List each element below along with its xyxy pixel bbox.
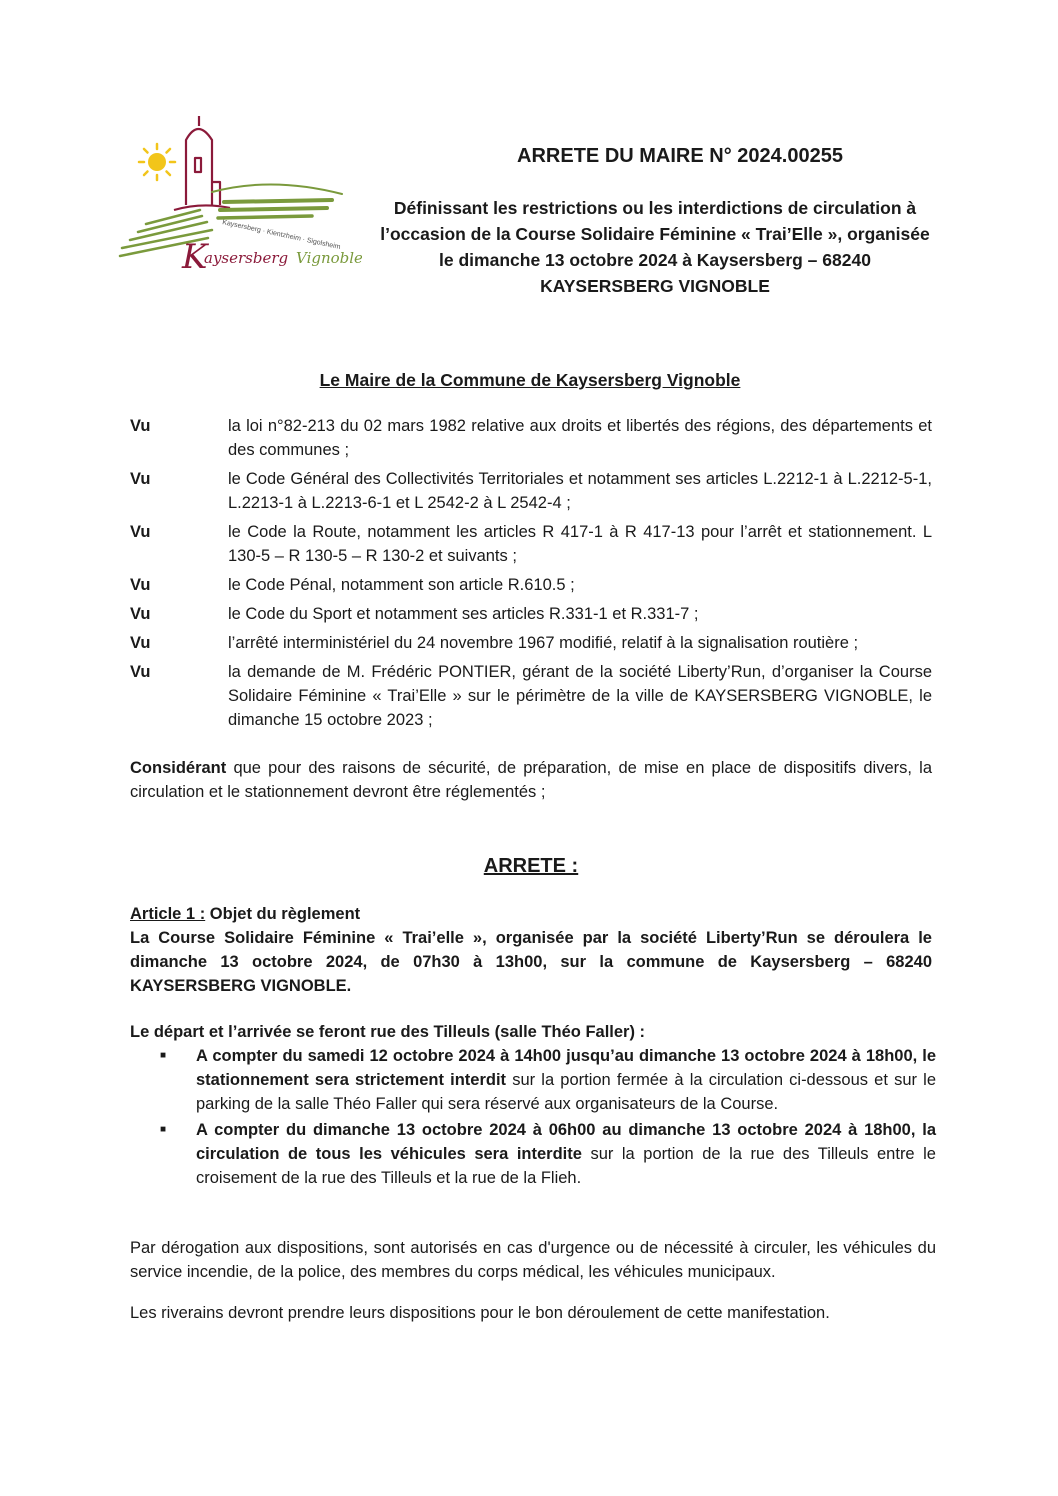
- vu-label: Vu: [130, 576, 151, 594]
- article-1-body: La Course Solidaire Féminine « Trai’elle », organisée par la société Liberty’Run se déroulera le dimanche 13 octobre 2024, de 07h30 à 13h00, sur la commune de Kaysersberg – 68240 KAYSERSBERG VIGNOBLE.: [130, 929, 932, 995]
- article-1-title: Objet du règlement: [205, 905, 361, 923]
- vu-label: Vu: [130, 417, 151, 435]
- logo-brand: aysersberg: [204, 249, 289, 267]
- vu-item: [130, 573, 932, 597]
- derogation-paragraph: Par dérogation aux dispositions, sont autorisés en cas d'urgence ou de nécessité à circuler, les véhicules du service incendie, de la police, des membres du corps médical, les véhicules municipaux.: [130, 1239, 936, 1281]
- bullet-bold-text: A compter du dimanche 13 octobre 2024 à 06h00 au dimanche 13 octobre 2024 à 18h00, la circulation de tous les véhicules sera interdite: [196, 1121, 936, 1163]
- article-1-label: Article 1 :: [130, 905, 206, 923]
- logo-vignoble: Vignoble: [296, 249, 362, 267]
- municipality-logo: [112, 110, 362, 275]
- decree-subtitle: Définissant les restrictions ou les interdictions de circulation à l’occasion de la Course Solidaire Féminine « Trai’Elle », organisée le dimanche 13 octobre 2024 à Kaysersberg – 68240 KAYSERSBERG VIGNOBLE: [380, 198, 930, 296]
- vu-list: [130, 414, 932, 737]
- vu-item: [130, 660, 932, 732]
- vu-text: la loi n°82-213 du 02 mars 1982 relative aux droits et libertés des régions, des départements et des communes ;: [228, 417, 932, 459]
- vu-label: Vu: [130, 605, 151, 623]
- vu-text: la demande de M. Frédéric PONTIER, gérant de la société Liberty’Run, d’organiser la Course Solidaire Féminine « Trai’Elle » sur le périmètre de la ville de KAYSERSBERG VIGNOBLE, le dimanche 15 octobre 2023 ;: [228, 663, 932, 729]
- arrete-heading: ARRETE :: [483, 855, 579, 877]
- logo-graphic: [112, 110, 362, 275]
- sun-icon: [139, 144, 175, 180]
- vu-text: le Code Général des Collectivités Territoriales et notamment ses articles L.2212-1 à L.2212-5-1, L.2213-1 à L.2213-6-1 et L 2542-2 à L 2542-4 ;: [228, 470, 932, 512]
- vu-text: le Code la Route, notamment les articles R 417-1 à R 417-13 pour l’arrêt et stationnement. L 130-5 – R 130-5 – R 130-2 et suivants ;: [228, 523, 932, 565]
- mayor-heading: Le Maire de la Commune de Kaysersberg Vignoble: [319, 370, 741, 390]
- vu-text: le Code Pénal, notamment son article R.610.5 ;: [228, 576, 575, 594]
- vu-item: [130, 414, 932, 462]
- vu-label: Vu: [130, 634, 151, 652]
- vu-label: Vu: [130, 470, 151, 488]
- vu-item: [130, 520, 932, 568]
- vu-item: [130, 602, 932, 626]
- considerant-paragraph: [130, 756, 932, 804]
- considerant-label: Considérant: [130, 759, 227, 777]
- bullet-text: sur la portion de la rue des Tilleuls entre le croisement de la rue des Tilleuls et la rue de la Flieh.: [196, 1145, 936, 1187]
- article-1: [130, 902, 932, 998]
- logo-k: K: [182, 237, 208, 275]
- bullet-square-icon: ■: [160, 1124, 167, 1135]
- riverains-paragraph: Les riverains devront prendre leurs dispositions pour le bon déroulement de cette manifestation.: [130, 1304, 830, 1322]
- bullet-square-icon: ■: [160, 1050, 167, 1061]
- depart-heading: Le départ et l’arrivée se feront rue des Tilleuls (salle Théo Faller) :: [130, 1023, 646, 1041]
- logo-tagline: Kaysersberg · Kientzheim · Sigolsheim: [221, 219, 342, 252]
- article-1-heading: [130, 902, 932, 926]
- tower-icon: [174, 116, 230, 210]
- decree-title: ARRETE DU MAIRE N° 2024.00255: [517, 145, 843, 167]
- restriction-list: [160, 1044, 936, 1192]
- list-item: [160, 1044, 936, 1116]
- considerant-text: que pour des raisons de sécurité, de préparation, de mise en place de dispositifs divers, la circulation et le stationnement devront être réglementés ;: [130, 759, 932, 801]
- vu-label: Vu: [130, 523, 151, 541]
- vu-item: [130, 467, 932, 515]
- vu-item: [130, 631, 932, 655]
- vu-text: le Code du Sport et notamment ses articles R.331-1 et R.331-7 ;: [228, 605, 699, 623]
- vu-text: l’arrêté interministériel du 24 novembre 1967 modifié, relatif à la signalisation routière ;: [228, 634, 859, 652]
- bullet-bold-text: A compter du samedi 12 octobre 2024 à 14h00 jusqu’au dimanche 13 octobre 2024 à 18h00, le stationnement sera strictement interdit: [196, 1047, 936, 1089]
- bullet-text: sur la portion fermée à la circulation ci-dessous et sur le parking de la salle Théo Faller qui sera réservé aux organisateurs de la Course.: [196, 1071, 937, 1113]
- vu-label: Vu: [130, 663, 151, 681]
- list-item: [160, 1118, 936, 1190]
